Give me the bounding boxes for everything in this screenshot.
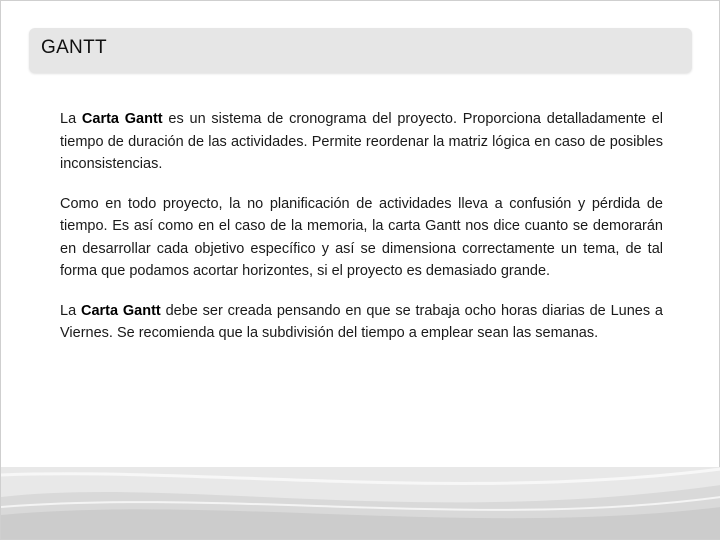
slide-title: GANTT: [41, 37, 107, 58]
paragraph-3-text: debe ser creada pensando en que se trabaja ocho horas diarias de Lunes a Viernes. Se recomienda que la subdivisión del tiempo a emplear sean las semanas.: [60, 302, 663, 341]
slide-body: [60, 108, 663, 362]
footer-swoosh-graphic: [1, 467, 720, 539]
paragraph-1: [60, 108, 663, 176]
paragraph-3: [60, 300, 663, 345]
paragraph-2: Como en todo proyecto, la no planificación de actividades lleva a confusión y pérdida de tiempo. Es así como en el caso de la memoria, la carta Gantt nos dice cuanto se demorarán en desarrollar cada objetivo específico y así se dimensiona correctamente un tema, de tal forma que podamos acortar horizontes, si el proyecto es demasiado grande.: [60, 195, 663, 279]
paragraph-1-prefix: La: [60, 111, 82, 127]
paragraph-3-prefix: La: [60, 302, 81, 319]
paragraph-1-bold-term: Carta Gantt: [81, 111, 163, 127]
footer-decoration: [1, 467, 720, 539]
paragraph-3-bold-term: Carta Gantt: [80, 302, 161, 319]
title-bar: [29, 28, 692, 73]
paragraph-1-text: es un sistema de cronograma del proyecto. Proporciona detalladamente el tiempo de duración de las actividades. Permite reordenar la matriz lógica en caso de posibles inconsistencias.: [60, 111, 663, 172]
